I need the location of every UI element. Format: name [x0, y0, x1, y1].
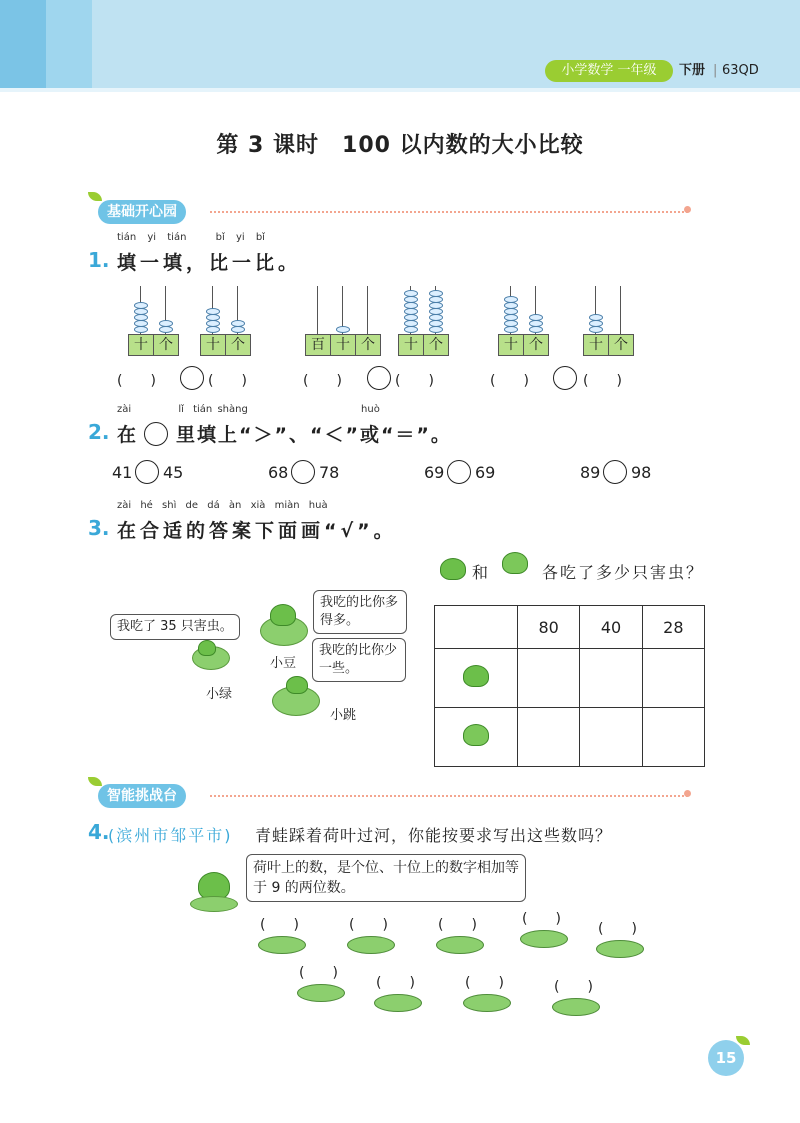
- answer-blank[interactable]: ( ): [299, 965, 338, 981]
- abacus-bead: [429, 308, 443, 315]
- compare-left: 69: [424, 463, 445, 482]
- abacus-label-box: [498, 334, 549, 356]
- lily-pad-icon: [463, 994, 511, 1012]
- frog-icon: [440, 558, 466, 580]
- speech-bubble: 荷叶上的数，是个位、十位上的数字相加等于 9 的两位数。: [246, 854, 526, 902]
- q4-text: 青蛙踩着荷叶过河，你能按要求写出这些数吗？: [255, 826, 613, 845]
- answer-blank[interactable]: ( ): [260, 917, 299, 933]
- abacus-bead: [589, 320, 603, 327]
- answer-blank[interactable]: ( ): [554, 979, 593, 995]
- divider-dot: [684, 206, 691, 213]
- answer-blank[interactable]: ( ): [376, 975, 415, 991]
- table-row-label: [435, 649, 518, 708]
- pinyin-syllable: huò: [361, 404, 380, 415]
- abacus-bead: [336, 326, 350, 333]
- page-title: 第 3 课时 100 以内数的大小比较: [216, 133, 584, 158]
- divider-dot: [684, 790, 691, 797]
- abacus-bead: [404, 302, 418, 309]
- pinyin-syllable: bǐ: [215, 232, 225, 243]
- abacus-place-label: 十: [499, 335, 524, 355]
- leaf-icon: [88, 777, 102, 786]
- abacus-bead: [504, 302, 518, 309]
- table-header-cell: 40: [580, 606, 642, 649]
- frog-name: 小豆: [270, 656, 297, 671]
- pinyin-syllable: yi: [147, 232, 157, 243]
- frog-icon: [286, 676, 308, 694]
- q3-pinyin: [117, 500, 328, 511]
- abacus-place-label: 百: [306, 335, 331, 355]
- abacus-bead: [529, 320, 543, 327]
- pinyin-syllable: bǐ: [255, 232, 265, 243]
- table-cell[interactable]: [518, 649, 580, 708]
- lily-pad-icon: [347, 936, 395, 954]
- q4-source: (滨州市邹平市): [108, 826, 233, 845]
- compare-circle[interactable]: [553, 366, 577, 390]
- frog-name: 小绿: [206, 687, 233, 702]
- frog-icon: [502, 552, 528, 574]
- table-cell[interactable]: [518, 708, 580, 767]
- pinyin-syllable: miàn: [274, 500, 300, 511]
- abacus-bead: [231, 326, 245, 333]
- lily-pad-icon: [520, 930, 568, 948]
- abacus-rod: [367, 286, 368, 334]
- lily-pad-icon: [297, 984, 345, 1002]
- section-divider: [210, 795, 688, 797]
- abacus-bead: [589, 326, 603, 333]
- abacus-place-label: 个: [159, 337, 173, 353]
- lily-pad-icon: [436, 936, 484, 954]
- abacus-bead: [429, 314, 443, 321]
- q2-number: 2.: [88, 420, 110, 444]
- table-cell[interactable]: [580, 649, 642, 708]
- q2-text-a: 在: [117, 424, 141, 446]
- abacus-label-box: [583, 334, 634, 356]
- abacus-bead: [429, 326, 443, 333]
- answer-blank[interactable]: ( ): [303, 373, 342, 389]
- table-header-cell: 28: [642, 606, 704, 649]
- volume-label: 下册: [679, 63, 706, 78]
- q3-and: 和: [472, 563, 489, 582]
- q2-pinyin: [117, 404, 380, 415]
- lily-pad-icon: [190, 896, 238, 912]
- abacus-bead: [404, 308, 418, 315]
- q2-text-b: 里填上“＞”、“＜”或“＝”。: [176, 424, 452, 446]
- compare-right: 78: [319, 463, 340, 482]
- compare-circle[interactable]: [447, 460, 471, 484]
- abacus-bead: [504, 296, 518, 303]
- frog-icon: [463, 724, 489, 746]
- abacus-bead: [159, 320, 173, 327]
- abacus-bead: [206, 308, 220, 315]
- abacus-bead: [429, 320, 443, 327]
- table-row-label: [435, 708, 518, 767]
- answer-blank[interactable]: ( ): [522, 911, 561, 927]
- section-badge-basic: 基础开心园: [98, 200, 186, 224]
- abacus-bead: [529, 314, 543, 321]
- header-stripe: [46, 0, 92, 92]
- section-badge-challenge: 智能挑战台: [98, 784, 186, 808]
- pinyin-syllable: shì: [162, 500, 177, 511]
- frog-name: 小跳: [330, 708, 357, 723]
- pinyin-syllable: shàng: [217, 404, 248, 415]
- abacus-bead: [429, 296, 443, 303]
- compare-circle[interactable]: [180, 366, 204, 390]
- abacus-label-box: [305, 334, 381, 356]
- abacus-bead: [159, 326, 173, 333]
- answer-blank[interactable]: ( ): [465, 975, 504, 991]
- abacus-place-label: 十: [399, 335, 424, 355]
- abacus-place-label: 个: [614, 337, 628, 353]
- abacus-bead: [504, 326, 518, 333]
- lily-pad-icon: [552, 998, 600, 1016]
- answer-table: [434, 605, 705, 767]
- pinyin-syllable: lǐ: [178, 404, 184, 415]
- frog-icon: [463, 665, 489, 687]
- compare-left: 68: [268, 463, 289, 482]
- abacus-bead: [134, 326, 148, 333]
- pinyin-syllable: tián: [117, 232, 137, 243]
- speech-bubble: 我吃的比你多得多。: [313, 590, 407, 634]
- pinyin-syllable: tián: [193, 404, 213, 415]
- subject-badge: 小学数学 一年级: [545, 60, 673, 82]
- abacus-place-label: 十: [584, 335, 609, 355]
- section-divider: [210, 211, 688, 213]
- abacus-bead: [504, 308, 518, 315]
- abacus-bead: [134, 320, 148, 327]
- q3-question: 各吃了多少只害虫？: [542, 563, 705, 582]
- answer-blank[interactable]: ( ): [490, 373, 529, 389]
- frog-icon: [270, 604, 296, 626]
- compare-circle[interactable]: [135, 460, 159, 484]
- compare-right: 69: [475, 463, 496, 482]
- abacus-place-label: 个: [361, 337, 375, 353]
- lily-pad-icon: [374, 994, 422, 1012]
- abacus-bead: [206, 326, 220, 333]
- speech-bubble: 我吃的比你少一些。: [312, 638, 406, 682]
- pinyin-syllable: zài: [117, 500, 132, 511]
- table-row: [435, 649, 705, 708]
- table-header-cell: [435, 606, 518, 649]
- abacus-bead: [231, 320, 245, 327]
- q3-number: 3.: [88, 516, 110, 540]
- pinyin-syllable: zài: [117, 404, 132, 415]
- abacus-place-label: 个: [429, 337, 443, 353]
- table-cell[interactable]: [642, 649, 704, 708]
- pinyin-syllable: àn: [228, 500, 242, 511]
- q1-text: 填一填，比一比。: [117, 252, 302, 274]
- book-code: 63QD: [722, 63, 759, 78]
- page-number: 15: [708, 1040, 744, 1076]
- abacus-bead: [206, 314, 220, 321]
- compare-circle[interactable]: [367, 366, 391, 390]
- abacus-label-box: [128, 334, 179, 356]
- abacus-bead: [404, 314, 418, 321]
- pinyin-syllable: hé: [140, 500, 153, 511]
- abacus-bead: [404, 320, 418, 327]
- header-separator: |: [713, 63, 718, 78]
- lily-pad-icon: [596, 940, 644, 958]
- abacus-place-label: 十: [129, 335, 154, 355]
- pinyin-syllable: yi: [235, 232, 245, 243]
- header-stripe: [0, 0, 46, 92]
- answer-blank[interactable]: ( ): [598, 921, 637, 937]
- q1-pinyin: [117, 232, 265, 243]
- compare-circle[interactable]: [603, 460, 627, 484]
- pinyin-syllable: de: [185, 500, 199, 511]
- abacus-bead: [429, 302, 443, 309]
- answer-blank[interactable]: ( ): [583, 373, 622, 389]
- answer-blank[interactable]: ( ): [117, 373, 156, 389]
- abacus-bead: [404, 296, 418, 303]
- frog-icon: [198, 640, 216, 656]
- lily-pad-icon: [258, 936, 306, 954]
- table-cell[interactable]: [580, 708, 642, 767]
- q1-number: 1.: [88, 248, 110, 272]
- table-cell[interactable]: [642, 708, 704, 767]
- abacus-bead: [589, 314, 603, 321]
- abacus-rod: [317, 286, 318, 334]
- answer-blank[interactable]: ( ): [395, 373, 434, 389]
- compare-left: 41: [112, 463, 133, 482]
- leaf-icon: [88, 192, 102, 201]
- leaf-icon: [736, 1036, 750, 1045]
- abacus-label-box: [398, 334, 449, 356]
- abacus-bead: [504, 320, 518, 327]
- abacus-bead: [404, 290, 418, 297]
- compare-circle[interactable]: [291, 460, 315, 484]
- header-divider: [0, 88, 800, 92]
- abacus-bead: [134, 308, 148, 315]
- abacus-bead: [429, 290, 443, 297]
- circle-icon: [144, 422, 168, 446]
- table-row: [435, 708, 705, 767]
- answer-blank[interactable]: ( ): [349, 917, 388, 933]
- answer-blank[interactable]: ( ): [208, 373, 247, 389]
- abacus-bead: [529, 326, 543, 333]
- answer-blank[interactable]: ( ): [438, 917, 477, 933]
- compare-left: 89: [580, 463, 601, 482]
- q3-text: 在合适的答案下面画“√”。: [117, 520, 397, 542]
- abacus-bead: [134, 302, 148, 309]
- abacus-bead: [206, 320, 220, 327]
- q4-number: 4.: [88, 820, 110, 844]
- abacus-rod: [620, 286, 621, 334]
- compare-right: 98: [631, 463, 652, 482]
- abacus-place-label: 十: [201, 335, 226, 355]
- abacus-place-label: 个: [529, 337, 543, 353]
- abacus-label-box: [200, 334, 251, 356]
- speech-bubble: 我吃了 35 只害虫。: [110, 614, 240, 640]
- pinyin-syllable: huà: [308, 500, 328, 511]
- abacus-place-label: 个: [231, 337, 245, 353]
- pinyin-syllable: tián: [167, 232, 187, 243]
- pinyin-syllable: xià: [250, 500, 266, 511]
- abacus-bead: [504, 314, 518, 321]
- pinyin-syllable: dá: [207, 500, 220, 511]
- abacus-bead: [404, 326, 418, 333]
- table-header-cell: 80: [518, 606, 580, 649]
- abacus-bead: [134, 314, 148, 321]
- compare-right: 45: [163, 463, 184, 482]
- abacus-place-label: 十: [331, 335, 356, 355]
- table-header-row: [435, 606, 705, 649]
